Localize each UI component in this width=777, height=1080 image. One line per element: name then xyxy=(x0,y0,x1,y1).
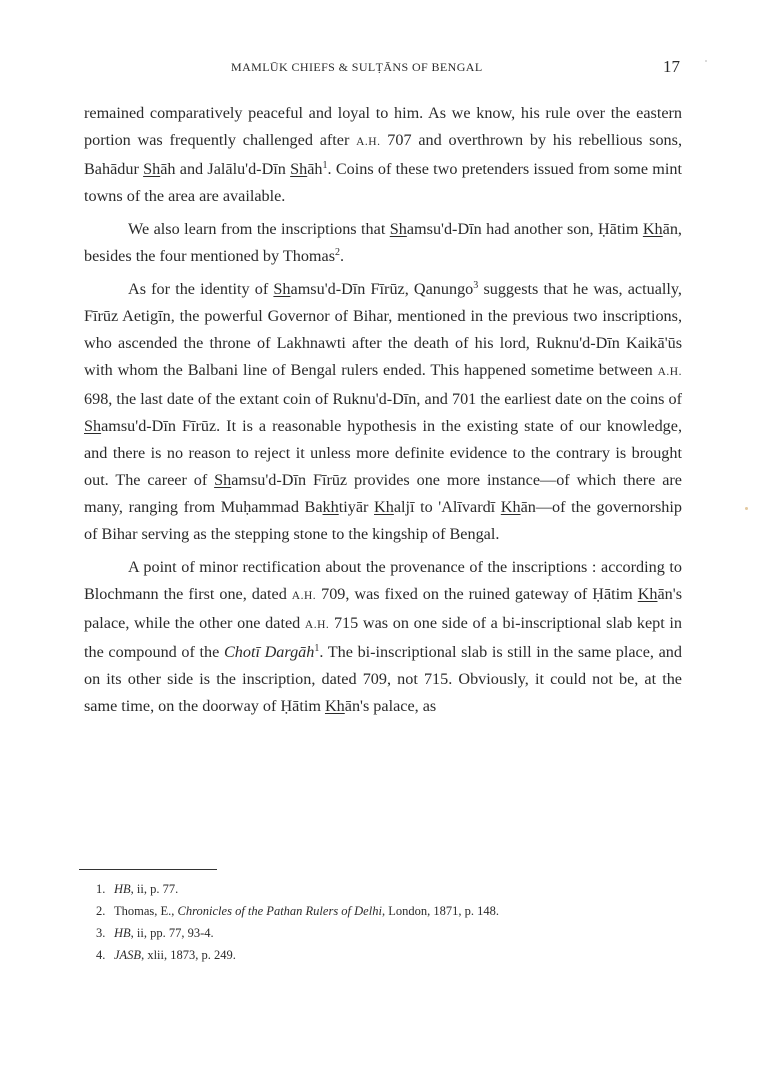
text-run: 698, the last date of the extant coin of Ruknu'd-Dīn, and 701 the earliest date on the coins of xyxy=(84,390,682,408)
footnote-italic: HB xyxy=(114,926,131,940)
era-abbrev: A.H. xyxy=(356,136,381,148)
text-run: suggests that he was, actually, Fīrūz Aetigīn, the powerful Governor of Bihar, mentioned in the previous two inscriptions, who ascended the throne of Lakhnawti after the death of his lord, Ruknu'd-Dīn Kaikā'ūs with whom the Balbani line of Bengal rulers ended. This happened sometime between xyxy=(84,280,682,379)
page-number: 17 xyxy=(663,57,680,76)
text-run: ān—of the governorship of Bihar serving as the stepping stone to the kingship of Bengal. xyxy=(84,498,682,543)
text-run: amsu'd-Dīn Fīrūz, Qanungo xyxy=(290,280,474,298)
paragraph xyxy=(84,276,682,548)
text-run: As for the identity of xyxy=(128,280,274,298)
footnote-ref: 3 xyxy=(473,280,479,291)
footnote-ref: 1 xyxy=(314,643,320,654)
text-run: We also learn from the inscriptions that xyxy=(128,220,390,238)
text-run: amsu'd-Dīn had another son, Ḥātim xyxy=(406,220,643,238)
footnote xyxy=(96,944,656,966)
italic-place-name: Chotī Dargāh xyxy=(223,643,315,661)
footnote-text: , ii, p. 77. xyxy=(130,882,179,896)
transliteration-digraph: Kh xyxy=(500,498,521,516)
transliteration-digraph: Sh xyxy=(214,471,232,489)
footnote-italic: HB xyxy=(114,882,131,896)
transliteration-digraph: Kh xyxy=(637,585,658,603)
text-run: 707 and overthrown by his rebellious sons, Bahādur xyxy=(84,131,682,178)
body-text xyxy=(84,100,682,726)
footnote-number: 3. xyxy=(96,926,106,940)
transliteration-digraph: Sh xyxy=(143,160,161,178)
era-abbrev: A.H. xyxy=(291,590,317,602)
transliteration-digraph: Sh xyxy=(290,160,308,178)
footnote xyxy=(96,922,656,944)
paragraph xyxy=(84,554,682,720)
text-run: tiyār xyxy=(338,498,375,516)
transliteration-digraph: Kh xyxy=(642,220,663,238)
era-abbrev: A.H. xyxy=(304,619,330,631)
transliteration-digraph: Kh xyxy=(374,498,394,516)
footnote-number: 4. xyxy=(96,948,106,962)
text-run: amsu'd-Dīn Fīrūz provides one more instance—of which there are many, ranging from Muḥammad Ba xyxy=(84,471,682,516)
text-run: āh and Jalālu'd-Dīn xyxy=(160,160,291,178)
footnote-ref: 1 xyxy=(322,160,328,171)
text-run: 709, was fixed on the ruined gateway of Ḥātim xyxy=(316,585,638,603)
transliteration-digraph: Kh xyxy=(324,697,345,715)
text-run: amsu'd-Dīn Fīrūz. It is a reasonable hypothesis in the existing state of our knowledge, and there is no reason to reject it unless more definite evidence to the contrary is brought out. The career of xyxy=(84,417,682,489)
transliteration-digraph: Sh xyxy=(389,220,407,238)
transliteration-digraph: Sh xyxy=(84,417,102,435)
footnote-text: , xlii, 1873, p. 249. xyxy=(141,948,236,962)
text-run: remained comparatively peaceful and loyal to him. As we know, his rule over the eastern portion was frequently challenged after xyxy=(84,104,682,149)
footnote-number: 1. xyxy=(96,882,106,896)
footnote-italic: Chronicles of the Pathan Rulers of Delhi xyxy=(177,904,382,918)
transliteration-digraph: kh xyxy=(322,498,339,516)
text-run: aljī to 'Alīvardī xyxy=(393,498,501,516)
footnote-divider xyxy=(79,869,217,870)
text-run: 715 was on one side of a bi-inscriptional slab kept in the compound of the xyxy=(84,614,682,661)
footnote-italic: JASB xyxy=(114,948,142,962)
transliteration-digraph: Sh xyxy=(273,280,291,298)
footnotes xyxy=(96,878,656,966)
text-run: ān's palace, while the other one dated xyxy=(84,585,682,632)
paragraph xyxy=(84,216,682,270)
text-run: ān, besides the four mentioned by Thomas xyxy=(84,220,682,265)
footnote-text: , London, 1871, p. 148. xyxy=(381,904,499,918)
text-run: āh xyxy=(307,160,323,178)
text-run: . Coins of these two pretenders issued from some mint towns of the area are available. xyxy=(84,160,682,205)
text-run: A point of minor rectification about the provenance of the inscriptions : according to Blochmann the first one, dated xyxy=(84,558,682,603)
footnote xyxy=(96,900,656,922)
era-abbrev: A.H. xyxy=(657,366,682,378)
text-run: ān's palace, as xyxy=(344,697,437,715)
footnote-text: , ii, pp. 77, 93-4. xyxy=(130,926,214,940)
paper-speck xyxy=(745,507,748,510)
text-run: . The bi-inscriptional slab is still in the same place, and on its other side is the inscription, dated 709, not 715. Obviously, it could not be, at the same time, on the doorway of Ḥātim xyxy=(84,643,682,715)
paragraph xyxy=(84,100,682,210)
footnote-ref: 2 xyxy=(335,247,341,258)
footnote-number: 2. xyxy=(96,904,106,918)
text-run: . xyxy=(340,247,345,265)
paper-speck xyxy=(705,60,707,62)
footnote-text: Thomas, E., xyxy=(114,904,178,918)
footnote xyxy=(96,878,656,900)
running-title: MAMLŪK CHIEFS & SULṬĀNS OF BENGAL xyxy=(231,60,483,74)
